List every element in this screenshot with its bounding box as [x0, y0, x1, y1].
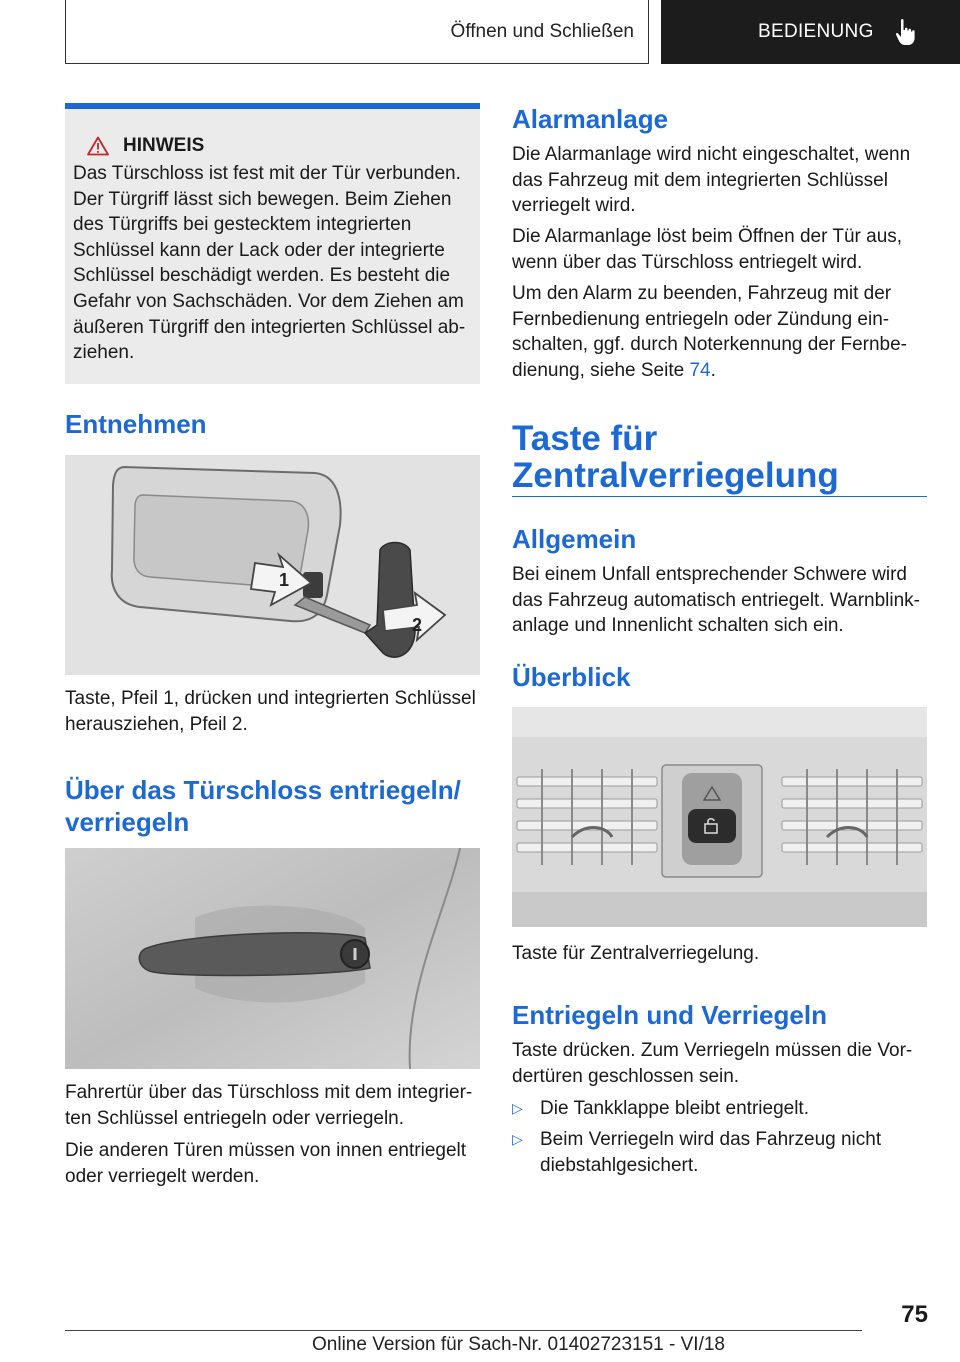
note-label: HINWEIS [123, 135, 205, 156]
warning-triangle-icon [87, 136, 109, 156]
pointing-hand-icon [894, 18, 918, 46]
heading-entnehmen: Entnehmen [65, 409, 207, 439]
header-section-tab [65, 0, 649, 64]
bullet-triangle-icon: ▷ [512, 1131, 523, 1147]
lock-caption-2: Die anderen Türen müssen von innen entriegelt oder verriegelt werden. [65, 1140, 467, 1187]
note-text: Das Türschloss ist fest mit der Tür verbunden. Der Türgriff lässt sich bewegen. Beim Ziehen des Türgriffs bei gestecktem integrierten Schlüssel kann der Lack oder der integrierte Schlüssel beschädigt werden. Es besteht die Gefahr von Sachschäden. Vor dem Ziehen am äußeren Türgriff den integrierten Schlüssel ab-ziehen. [73, 163, 466, 364]
allgemein-text: Bei einem Unfall entsprechender Schwere wird das Fahrzeug automatisch entriegelt. Warnblink-anlage und Innenlicht schalten sich ein. [512, 564, 920, 636]
list-item [512, 1127, 927, 1178]
footer-divider [65, 1330, 862, 1331]
header-chapter-title: BEDIENUNG [758, 21, 874, 42]
bullet-text: Die Tankklappe bleibt entriegelt. [540, 1098, 809, 1119]
alarm-paragraph-3-text: Um den Alarm zu beenden, Fahrzeug mit der Fernbedienung entriegeln oder Zündung ein-schalten, ggf. durch Noterkennung der Fernbe-dienung, siehe Seite [512, 283, 908, 381]
ueberblick-caption: Taste für Zentralverriegelung. [512, 943, 760, 964]
heading-door-lock: Über das Türschloss entriegeln/ verriegeln [65, 775, 461, 837]
page-reference-link[interactable]: 74 [689, 359, 711, 381]
arrow-label-1: 1 [279, 570, 290, 590]
alarm-paragraph-1: Die Alarmanlage wird nicht eingeschaltet, wenn das Fahrzeug mit dem integrierten Schlüssel verriegelt wird. [512, 144, 911, 216]
footer-version-text: Online Version für Sach-Nr. 01402723151 - VI/18 [312, 1334, 725, 1355]
heading-entriegeln-verriegeln: Entriegeln und Verriegeln [512, 1000, 827, 1030]
entnehmen-caption: Taste, Pfeil 1, drücken und integrierten Schlüssel herausziehen, Pfeil 2. [65, 688, 476, 735]
warning-note [65, 103, 480, 384]
key-removal-illustration [65, 455, 480, 675]
central-lock-button-illustration [512, 707, 927, 927]
header-chapter-tab [661, 0, 960, 64]
heading-allgemein: Allgemein [512, 524, 637, 554]
lock-caption-1: Fahrertür über das Türschloss mit dem integrier-ten Schlüssel entriegeln oder verriegeln. [65, 1082, 473, 1129]
entriegeln-text: Taste drücken. Zum Verriegeln müssen die Vor-dertüren geschlossen sein. [512, 1040, 913, 1087]
bullet-triangle-icon: ▷ [512, 1100, 523, 1116]
heading-alarmanlage: Alarmanlage [512, 104, 669, 134]
alarm-paragraph-2: Die Alarmanlage löst beim Öffnen der Tür aus, wenn über das Türschloss entriegelt wird. [512, 226, 903, 273]
heading-taste-zentralverriegelung: Taste für Zentralverriegelung [512, 419, 839, 495]
list-item [512, 1096, 927, 1122]
arrow-label-2: 2 [412, 615, 423, 635]
alarm-paragraph-3-end: . [710, 359, 716, 381]
bullet-text: Beim Verriegeln wird das Fahrzeug nicht diebstahlgesichert. [540, 1129, 882, 1176]
page-number: 75 [901, 1301, 928, 1328]
alarm-paragraph-3 [512, 281, 927, 383]
header-section-title: Öffnen und Schließen [450, 20, 634, 42]
heading-rule [512, 496, 927, 497]
door-handle-illustration [65, 848, 480, 1069]
heading-ueberblick: Überblick [512, 662, 631, 692]
